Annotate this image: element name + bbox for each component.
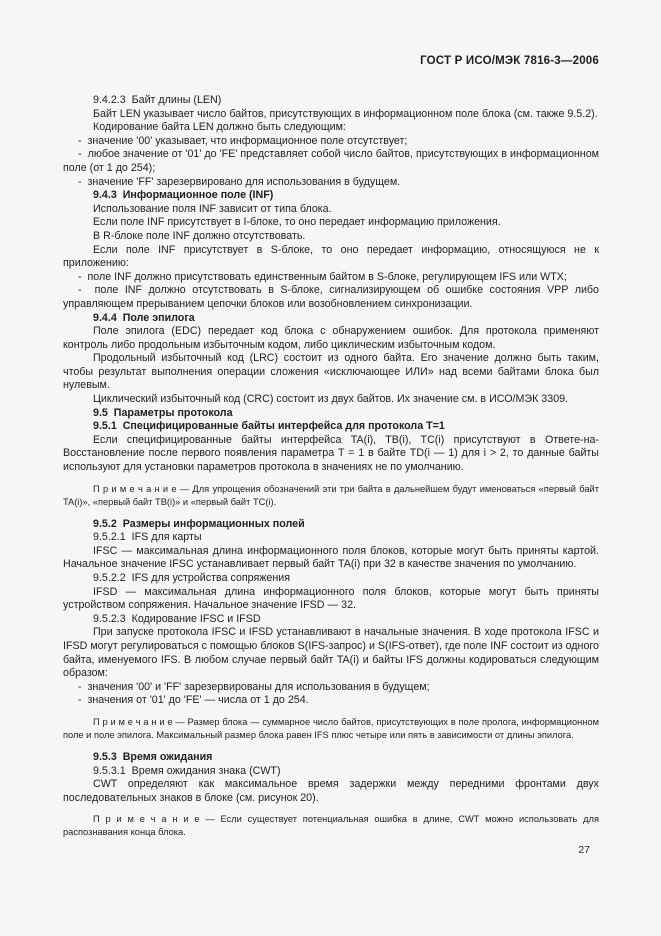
note-paragraph: П р и м е ч а н и е — Для упрощения обозначений эти три байта в дальнейшем будут именоваться «первый байт TA(i)», «первый байт TB(i)» и «первый байт TC(i). — [63, 483, 599, 507]
list-item: - поле INF должно присутствовать единственным байтом в S-блоке, регулирующем IFS или WTX; — [78, 270, 567, 283]
page-number: 27 — [578, 844, 590, 856]
subsection-heading: 9.5.2.3 Кодирование IFSC и IFSD — [93, 612, 261, 625]
paragraph: Кодирование байта LEN должно быть следующим: — [93, 121, 346, 134]
paragraph: CWT определяют как максимальное время задержки между передними фронтами двух последовательных знаков в блоке (см. рисунок 20). — [63, 778, 599, 804]
paragraph: Поле эпилога (EDC) передает код блока с обнаружением ошибок. Для протокола применяют контроль либо продольным избыточным кодом, либо циклическим избыточным кодом. — [63, 325, 599, 351]
subsection-heading: 9.5.2.1 IFS для карты — [93, 531, 202, 544]
subsection-heading: 9.4.2.3 Байт длины (LEN) — [93, 94, 222, 106]
section-heading: 9.5.3 Время ожидания — [93, 750, 213, 763]
paragraph: Если поле INF присутствует в I-блоке, то оно передает информацию приложения. — [93, 216, 501, 229]
document-content — [63, 94, 599, 848]
paragraph: IFSD — максимальная длина информационного поля блоков, которые могут быть приняты устройством сопряжения. Начальное значение IFSD — 32. — [63, 585, 599, 612]
paragraph: При запуске протокола IFSC и IFSD устанавливают в начальные значения. В ходе протокола IFSC и IFSD могут регулироваться с помощью блоков S(IFS-запрос) и S(IFS-ответ), где поле INF состоит из одного байта, именуемого IFS. В любом случае первый байт TA(i) и байты IFS должны кодироваться следующим образом: — [63, 626, 599, 680]
section-heading: 9.4.4 Поле эпилога — [93, 311, 195, 324]
note-paragraph: П р и м е ч а н и е — Размер блока — суммарное число байтов, присутствующих в поле пролога, информационном поле и поле эпилога. Максимальный размер блока равен IFS плюс четыре или пять в зависимости от длины эпилога. — [63, 716, 599, 740]
list-item: - значения '00' и 'FF' зарезервированы для использования в будущем; — [78, 680, 430, 693]
subsection-heading: 9.5.2.2 IFS для устройства сопряжения — [93, 572, 291, 584]
paragraph: Если специфицированные байты интерфейса TA(i), TB(i), TC(i) присутствуют в Ответе-на-Восстановление после первого появления параметра T = 1 в байте TD(i — 1) для i > 2, то данные байты используют для установки параметров протокола в значениях не по умолчанию. — [63, 433, 599, 474]
section-heading: 9.5.1 Специфицированные байты интерфейса для протокола T=1 — [93, 420, 445, 433]
paragraph: В R-блоке поле INF должно отсутствовать. — [93, 229, 306, 242]
paragraph: Продольный избыточный код (LRC) состоит из одного байта. Его значение должно быть таким, чтобы результат выполнения операции сложения «исключающее ИЛИ» над всеми байтами блока был нулевым. — [63, 352, 599, 392]
list-item: - значение '00' указывает, что информационное поле отсутствует; — [78, 134, 408, 147]
list-item: - значение 'FF' зарезервировано для использования в будущем. — [78, 175, 401, 188]
running-header: ГОСТ Р ИСО/МЭК 7816-3—2006 — [420, 55, 599, 67]
paragraph: Если поле INF присутствует в S-блоке, то оно передает информацию, относящуюся не к приложению: — [63, 243, 599, 270]
list-item: - любое значение от '01' до 'FE' представляет собой число байтов, присутствующих в информационном поле (от 1 до 254); — [63, 148, 599, 174]
paragraph: Байт LEN указывает число байтов, присутствующих в информационном поле блока (см. также 9.5.2). — [93, 107, 598, 120]
paragraph: IFSC — максимальная длина информационного поля блоков, которые могут быть приняты картой. Начальное значение IFSC устанавливает первый байт TA(i) при 32 в качестве значения по умолчанию. — [63, 544, 599, 571]
section-heading: 9.4.3 Информационное поле (INF) — [93, 189, 274, 202]
section-heading: 9.5 Параметры протокола — [93, 406, 233, 419]
section-heading: 9.5.2 Размеры информационных полей — [93, 517, 305, 530]
list-item: - поле INF должно отсутствовать в S-блоке, сигнализирующем об ошибке состояния VPP либо управляющем прерыванием цепочки блоков или возобновлением синхронизации. — [63, 284, 599, 310]
list-item: - значения от '01' до 'FE' — числа от 1 до 254. — [78, 694, 309, 707]
subsection-heading: 9.5.3.1 Время ожидания знака (CWT) — [93, 764, 281, 777]
note-paragraph: П р и м е ч а н и е — Если существует потенциальная ошибка в длине, CWT можно использовать для распознавания конца блока. — [63, 814, 599, 838]
paragraph: Использование поля INF зависит от типа блока. — [93, 202, 332, 215]
paragraph: Циклический избыточный код (CRC) состоит из двух байтов. Их значение см. в ИСО/МЭК 3309. — [93, 393, 569, 406]
